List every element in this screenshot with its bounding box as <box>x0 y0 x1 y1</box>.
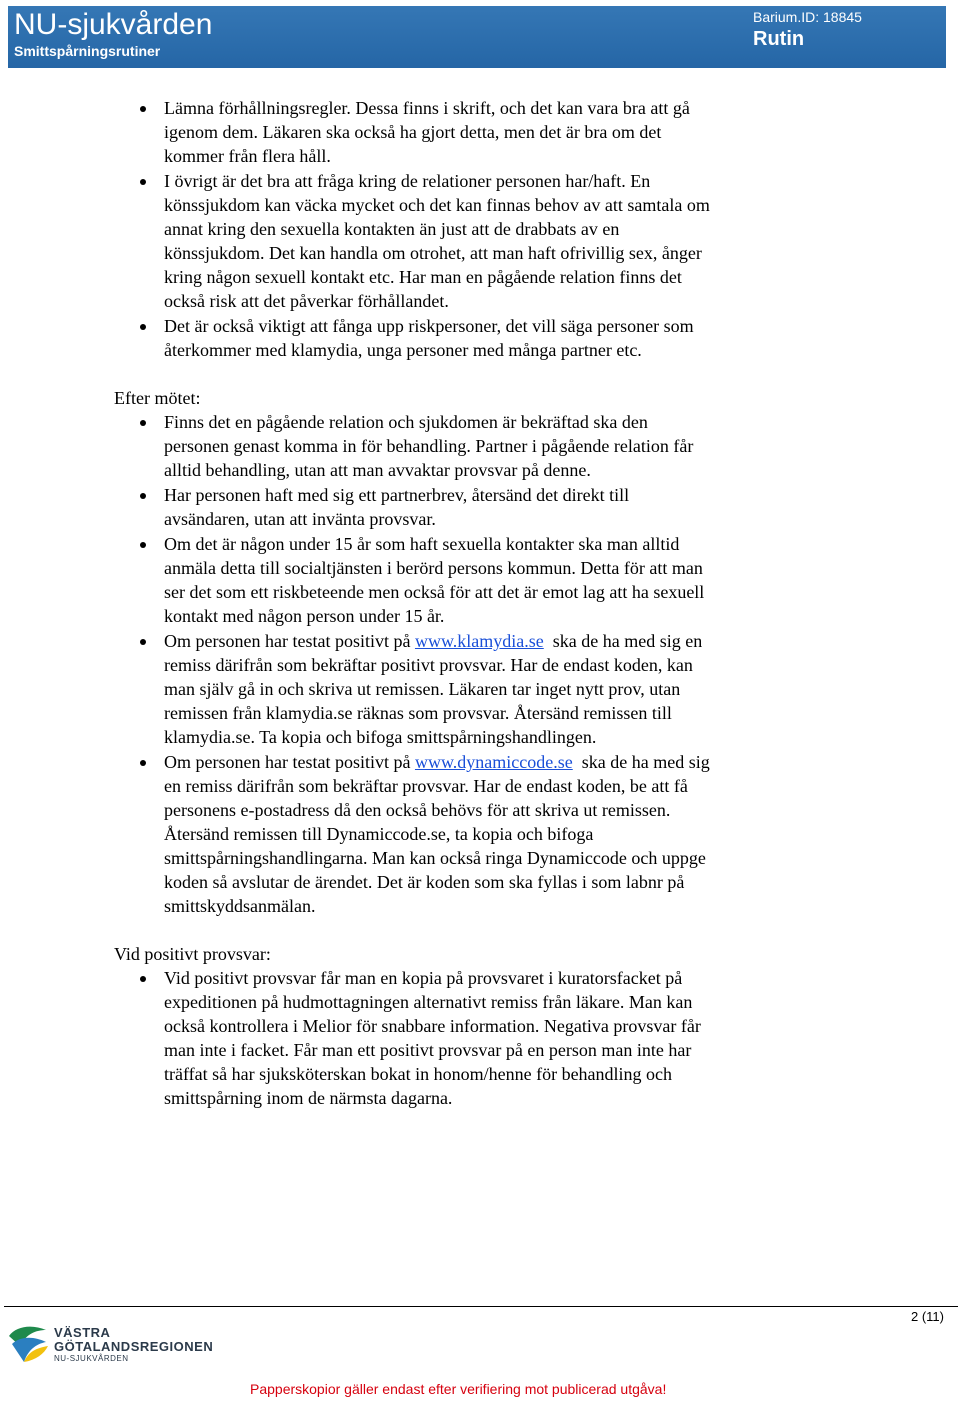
document-body <box>114 96 714 1111</box>
positive-result-list <box>114 966 714 1110</box>
document-header <box>8 6 946 68</box>
region-logo <box>6 1320 236 1370</box>
logo-emblem-icon <box>6 1322 52 1368</box>
bullet-icon <box>140 760 146 766</box>
intro-list <box>114 96 714 362</box>
list-item: Lämna förhållningsregler. Dessa finns i skrift, och det kan vara bra att gå igenom dem. Läkaren ska också ha gjort detta, men det är bra om det kommer från flera håll. <box>114 96 714 168</box>
document-id: Barium.ID: 18845 <box>753 9 862 25</box>
footer-divider <box>4 1306 958 1307</box>
bullet-icon <box>140 639 146 645</box>
logo-line-2: GÖTALANDSREGIONEN <box>54 1339 214 1354</box>
bullet-icon <box>140 542 146 548</box>
bullet-icon <box>140 420 146 426</box>
list-item: Vid positivt provsvar får man en kopia på provsvaret i kuratorsfacket på expeditionen på hudmottagningen alternativt remiss från läkare. Man kan också kontrollera i Melior för snabbare information. Negativa provsvar får man inte i facket. Får man ett positivt provsvar på en person man inte har träffat så har sjuksköterskan bokat in honom/henne för behandling och smittspårning inom de närmsta dagarna. <box>114 966 714 1110</box>
bullet-icon <box>140 493 146 499</box>
document-type: Rutin <box>753 28 805 50</box>
section-heading-positive-result: Vid positivt provsvar: <box>114 944 271 964</box>
bullet-icon <box>140 324 146 330</box>
list-item: Om personen har testat positivt på www.dynamiccode.se ska de ha med sig en remiss därifrån som bekräftar provsvar. Har de endast koden, be att få personens e-postadress då den också behövs för att skriva ut remissen. Återsänd remissen till Dynamiccode.se, ta kopia och bifoga smittspårningshandlingarna. Man kan också ringa Dynamiccode och uppge koden så avslutar de ärendet. Det är koden som ska fyllas i som labnr på smittskyddsanmälan. <box>114 750 714 918</box>
list-item: Om personen har testat positivt på www.klamydia.se ska de ha med sig en remiss därifrån som bekräftar positivt provsvar. Har de endast koden, kan man själv gå in och skriva ut remissen. Läkaren tar inget nytt prov, utan remissen från klamydia.se räknas som provsvar. Återsänd remissen till klamydia.se. Ta kopia och bifoga smittspårningshandlingen. <box>114 629 714 749</box>
bullet-icon <box>140 106 146 112</box>
list-item: Har personen haft med sig ett partnerbrev, återsänd det direkt till avsändaren, utan att invänta provsvar. <box>114 483 714 531</box>
bullet-icon <box>140 976 146 982</box>
klamydia-link[interactable]: www.klamydia.se <box>414 631 544 651</box>
list-item: Om det är någon under 15 år som haft sexuella kontakter ska man alltid anmäla detta till socialtjänsten i berörd persons kommun. Detta för att man ser det som ett riskbeteende men också för att det är emot lag att ha sexuell kontakt med någon person under 15 år. <box>114 532 714 628</box>
section-heading-after-meeting: Efter mötet: <box>114 388 201 408</box>
list-item: Det är också viktigt att fånga upp riskpersoner, det vill säga personer som återkommer med klamydia, unga personer med många partner etc. <box>114 314 714 362</box>
list-item: Finns det en pågående relation och sjukdomen är bekräftad ska den personen genast komma in för behandling. Partner i pågående relation får alltid behandling, utan att man avvaktar provsvar på denne. <box>114 410 714 482</box>
list-item: I övrigt är det bra att fråga kring de relationer personen har/haft. En könssjukdom kan väcka mycket och det kan finnas behov av att samtala om annat kring den sexuella kontakten än just att de drabbats av en könssjukdom. Det kan handla om otrohet, att man haft ofrivillig sex, ånger kring någon sexuell kontakt etc. Har man en pågående relation finns det också risk att det påverkar förhållandet. <box>114 169 714 313</box>
header-title: NU-sjukvården <box>14 8 213 41</box>
logo-line-1: VÄSTRA <box>54 1325 111 1340</box>
page-number: 2 (11) <box>911 1309 944 1324</box>
dynamiccode-link[interactable]: www.dynamiccode.se <box>414 752 573 772</box>
after-meeting-list <box>114 410 714 918</box>
verification-disclaimer: Papperskopior gäller endast efter verifiering mot publicerad utgåva! <box>250 1381 667 1397</box>
header-subtitle: Smittspårningsrutiner <box>14 43 161 59</box>
bullet-icon <box>140 179 146 185</box>
logo-line-3: NU-SJUKVÅRDEN <box>54 1354 129 1363</box>
